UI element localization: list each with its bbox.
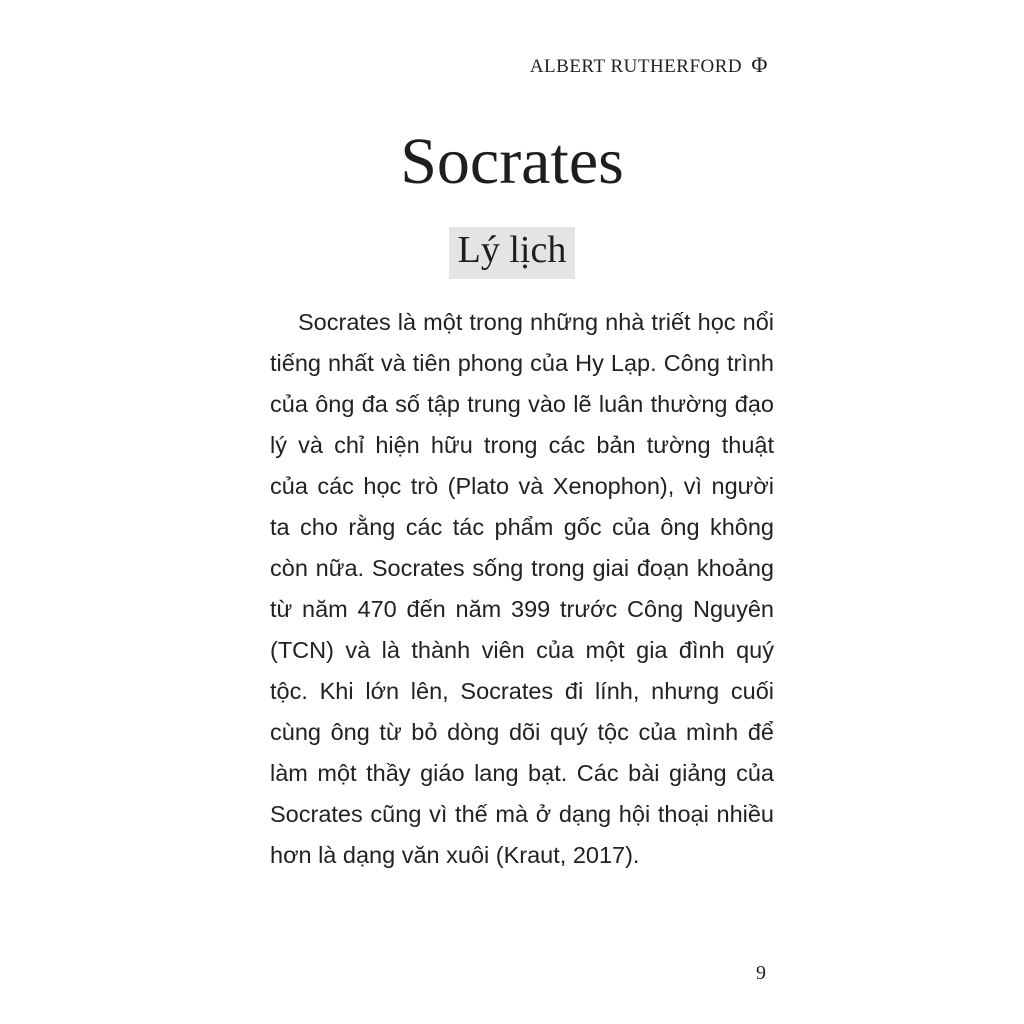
publisher-logo: Φ [751,52,768,77]
paragraph-line: tiếng nhất và tiên phong của Hy Lạp. Công trình [270,350,774,376]
paragraph-line: Socrates cũng vì thế mà ở dạng hội thoại nhiều [270,801,774,827]
running-header [530,52,768,78]
paragraph-line: hơn là dạng văn xuôi (Kraut, 2017). [270,842,640,868]
paragraph-line: (TCN) và là thành viên của một gia đình quý [270,637,774,663]
section-heading: Lý lịch [449,227,576,279]
paragraph-line: tộc. Khi lớn lên, Socrates đi lính, nhưng cuối [270,678,774,704]
body-paragraph [270,302,774,876]
paragraph-line: còn nữa. Socrates sống trong giai đoạn khoảng [270,555,774,581]
paragraph-line: làm một thầy giáo lang bạt. Các bài giảng của [270,760,774,786]
section-heading-container [0,227,1024,279]
paragraph-line: của các học trò (Plato và Xenophon), vì người [270,473,774,499]
paragraph-line: ta cho rằng các tác phẩm gốc của ông không [270,514,774,540]
paragraph-line: từ năm 470 đến năm 399 trước Công Nguyên [270,596,774,622]
paragraph-line: cùng ông từ bỏ dòng dõi quý tộc của mình để [270,719,774,745]
page-number: 9 [756,962,766,984]
paragraph-line: Socrates là một trong những nhà triết học nổi [298,309,774,335]
author-name: ALBERT RUTHERFORD [529,56,743,77]
paragraph-line: lý và chỉ hiện hữu trong các bản tường thuật [270,432,774,458]
chapter-title: Socrates [400,125,624,198]
paragraph-line: của ông đa số tập trung vào lẽ luân thường đạo [270,391,774,417]
